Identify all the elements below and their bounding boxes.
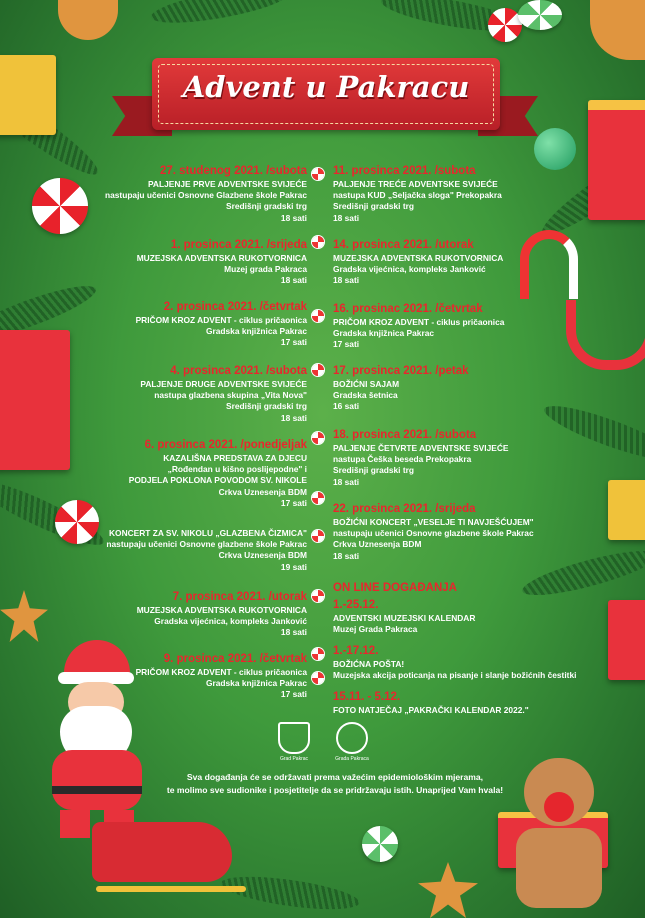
event-title: PALJENJE PRVE ADVENTSKE SVIJEĆE [147,179,307,189]
candy-cane-icon [566,300,645,370]
gingerbread-star-icon [0,590,48,642]
event-day: utorak [271,591,307,603]
gingerbread-cookie-icon [58,0,118,40]
logo-caption: Grada Pakraca [335,756,369,762]
online-events-heading: ON LINE DOGAĐANJA [333,582,457,594]
event-day: četvrtak [262,653,307,665]
gift-box-icon [608,600,645,680]
tourist-board-logo [334,722,370,762]
footer-line: te molimo sve sudionike i posjetitelje da se pridržavaju istih. Unaprijed Vam hvala! [166,785,504,795]
event-9-dec [136,652,307,701]
event-date: 4. prosinca 2021. / [170,365,270,377]
event-date: 11. prosinca 2021. / [333,165,438,177]
event-day: ponedjeljak [243,439,307,451]
event-time: 19 sati [280,561,307,572]
online-event-calendar [333,598,475,635]
gingerbread-cookie-icon [590,0,645,60]
event-detail: nastupaju učenici Osnovne glazbene škole Pakrac [333,528,534,539]
candy-bullet-icon [312,432,324,444]
coat-of-arms-icon [278,722,310,754]
online-event-post [333,644,576,681]
candy-bullet-icon [312,168,324,180]
pine-branch-decoration [219,870,361,915]
peppermint-candy-icon [518,0,562,30]
footer-line: Sva događanja će se održavati prema važećim epidemiološkim mjerama, [186,772,484,782]
online-event-photo-contest [333,690,529,716]
candy-cane-icon [520,230,578,299]
event-title: PRIČOM KROZ ADVENT - ciklus pričaonica [135,667,307,677]
event-title: ADVENTSKI MUZEJSKI KALENDAR [333,613,476,623]
event-detail: nastupa KUD „Seljačka sloga" Prekopakra [333,190,502,201]
event-time: 18 sati [333,212,360,223]
event-27-nov [105,164,307,224]
event-22-dec [333,502,534,562]
event-location: Gradska vijećnica, kompleks Janković [154,616,307,627]
event-date: 15.11. - 5.12. [333,691,401,703]
event-day: četvrtak [262,301,307,313]
event-17-dec [333,364,469,413]
event-11-dec [333,164,502,224]
event-time: 17 sati [280,689,307,700]
event-4-dec [140,364,307,424]
candy-bullet-icon [312,672,324,684]
tourist-board-emblem-icon [336,722,368,754]
event-location: Muzej grada Pakraca [224,264,307,275]
event-day: srijeda [269,239,307,251]
event-location: Crkva Uznesenja BDM [218,486,307,497]
poster-title: Advent u Pakracu [182,70,470,104]
candy-bullet-icon [312,590,324,602]
event-detail: nastupa glazbena skupina „Vita Nova" [154,390,307,401]
event-date: 16. prosinac 2021. / [333,303,439,315]
event-date: 6. prosinca 2021. / [144,439,244,451]
event-title: FOTO NATJEČAJ „PAKRAČKI KALENDAR 2022." [333,705,529,715]
event-date: 14. prosinca 2021. / [333,239,439,251]
event-day: subota [269,365,307,377]
event-location: Gradska šetnica [333,390,398,401]
event-time: 17 sati [280,337,307,348]
gift-box-icon [0,330,70,470]
gift-box-icon [608,480,645,540]
candy-bullet-icon [312,310,324,322]
event-time: 16 sati [333,401,360,412]
event-title: MUZEJSKA ADVENTSKA RUKOTVORNICA [333,253,504,263]
event-16-dec [333,302,504,351]
event-date: 1.-25.12. [333,599,379,611]
event-day: subota [437,165,476,177]
event-location: Crkva Uznesenja BDM [333,539,422,550]
event-location: Gradska knjižnica Pakrac [205,326,307,337]
peppermint-candy-icon [55,500,99,544]
pine-branch-decoration [149,0,291,30]
gift-box-icon [0,55,56,135]
event-detail: „Rođendan u kišno poslijepodne" i [167,464,307,475]
event-time: 17 sati [333,339,360,350]
sleigh-runner [96,886,246,892]
event-date: 2. prosinca 2021. / [163,301,263,313]
peppermint-candy-icon [362,826,398,862]
event-location: Središnji gradski trg [226,401,307,412]
footer-notice [150,771,520,797]
event-18-dec [333,428,508,488]
event-date: 1. prosinca 2021. / [170,239,270,251]
event-title: BOŽIĆNI SAJAM [333,379,400,389]
event-6-dec-concert [106,528,307,573]
event-date: 1.-17.12. [333,645,379,657]
event-title: PALJENJE TREĆE ADVENTSKE SVIJEĆE [333,179,498,189]
peppermint-candy-icon [32,178,88,234]
event-title: KONCERT ZA SV. NIKOLU „GLAZBENA ČIZMICA" [109,528,307,538]
event-title: BOŽIĆNI KONCERT „VESELJE TI NAVJEŠĆUJEM" [333,517,534,527]
event-time: 18 sati [280,627,307,638]
event-date: 9. prosinca 2021. / [163,653,263,665]
event-location: Središnji gradski trg [333,201,414,212]
event-detail: nastupa Češka beseda Prekopakra [333,454,472,465]
event-title: PRIČOM KROZ ADVENT - ciklus pričaonica [333,317,505,327]
sleigh-illustration [92,822,232,882]
event-title: PALJENJE DRUGE ADVENTSKE SVIJEĆE [140,379,307,389]
pine-branch-decoration [519,542,645,603]
event-location: Muzej Grada Pakraca [333,624,418,635]
event-title: PALJENJE ČETVRTE ADVENTSKE SVIJEĆE [333,443,509,453]
reindeer-illustration [514,744,604,914]
event-title: MUZEJSKA ADVENTSKA RUKOTVORNICA [136,605,307,615]
event-day: četvrtak [438,303,483,315]
event-time: 18 sati [333,476,360,487]
event-date: 17. prosinca 2021. / [333,365,439,377]
event-location: Središnji gradski trg [226,201,307,212]
logo-caption: Grad Pakrac [279,756,309,762]
candy-bullet-icon [312,236,324,248]
event-detail: PODJELA POKLONA POVODOM SV. NIKOLE [128,475,307,486]
event-14-dec [333,238,503,287]
gift-box-icon [588,100,645,220]
event-title: KAZALIŠNA PREDSTAVA ZA DJECU [163,453,307,463]
santa-claus-illustration [38,640,148,840]
event-detail: nastupaju učenici Osnovne Glazbene škole Pakrac [104,190,307,201]
pine-branch-decoration [540,397,645,469]
grad-pakrac-logo [276,722,312,762]
event-location: Gradska knjižnica Pakrac [333,328,435,339]
event-detail: nastupaju učenici Osnovne glazbene škole Pakrac [106,539,307,550]
event-time: 18 sati [280,212,307,223]
event-location: Gradska knjižnica Pakrac [205,678,307,689]
ornament-ball-icon [534,128,576,170]
event-day: srijeda [438,503,476,515]
event-7-dec [137,590,307,639]
event-6-dec [129,438,307,509]
candy-bullet-icon [312,492,324,504]
event-location: Crkva Uznesenja BDM [218,550,307,561]
candy-bullet-icon [312,530,324,542]
event-date: 22. prosinca 2021. / [333,503,439,515]
event-title: BOŽIĆNA POŠTA! [333,659,405,669]
event-2-dec [136,300,307,349]
candy-bullet-icon [312,648,324,660]
event-location: Središnji gradski trg [333,465,414,476]
event-time: 18 sati [280,275,307,286]
event-title: PRIČOM KROZ ADVENT - ciklus pričaonica [135,315,307,325]
candy-bullet-icon [312,364,324,376]
event-time: 17 sati [280,497,307,508]
event-title: MUZEJSKA ADVENTSKA RUKOTVORNICA [136,253,307,263]
event-date: 27. studenog 2021. / [160,165,270,177]
event-day: subota [438,429,477,441]
event-1-dec [137,238,307,287]
peppermint-candy-icon [488,8,522,42]
event-day: petak [438,365,469,377]
event-date: 7. prosinca 2021. / [172,591,272,603]
event-time: 18 sati [280,412,307,423]
event-date: 18. prosinca 2021. / [333,429,439,441]
event-location: Gradska vijećnica, kompleks Janković [333,264,486,275]
event-time: 18 sati [333,275,360,286]
event-day: subota [269,165,307,177]
event-time: 18 sati [333,550,360,561]
event-day: utorak [438,239,474,251]
event-detail: Muzejska akcija poticanja na pisanje i slanje božićnih čestitki [333,670,577,681]
gingerbread-star-icon [418,862,478,918]
